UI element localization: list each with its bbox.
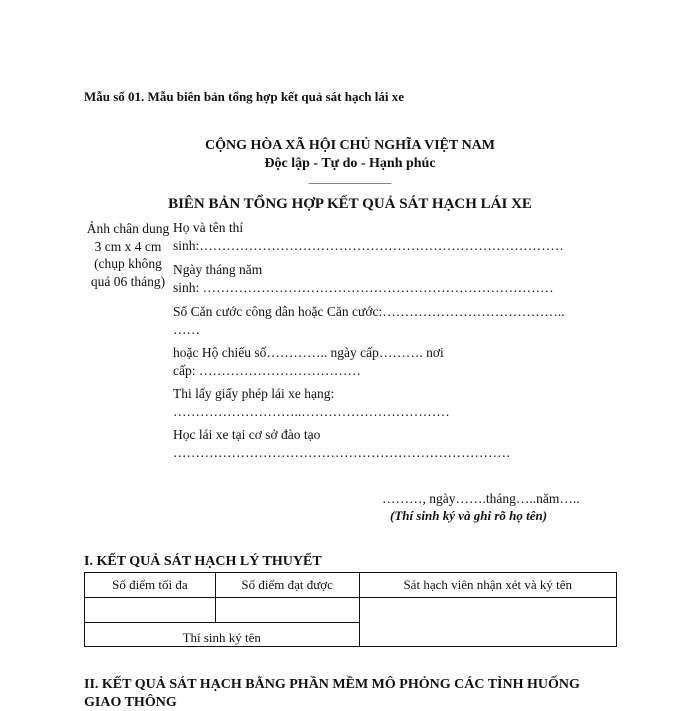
candidate-sign-cell: Thí sinh ký tên [85,623,360,647]
national-title: CỘNG HÒA XÃ HỘI CHỦ NGHĨA VIỆT NAM [204,138,495,153]
section-2-heading-cont: GIAO THÔNG [84,695,177,710]
full-name-label: Họ và tên thí [173,220,244,235]
full-name-field [173,219,623,255]
date-line: ………, ngày…….tháng…..năm….. [382,491,580,506]
section-2-heading: II. KẾT QUẢ SÁT HẠCH BẰNG PHẦN MỀM MÔ PHỎNG CÁC TÌNH HUỐNG [84,677,580,692]
examiner-sign-cell [359,598,617,647]
section-1-heading: I. KẾT QUẢ SÁT HẠCH LÝ THUYẾT [84,554,322,569]
school-label: Học lái xe tại cơ sở đào tạo [173,427,321,442]
full-name-line: sinh:……………………………………………………………………… [173,238,564,253]
id-number-line: Số Căn cước công dân hoặc Căn cước:………………………………….. [173,304,565,319]
id-number-field [173,303,623,339]
examiner-header: Sát hạch viên nhận xét và ký tên [359,573,617,598]
passport-place-line: cấp: ……………………………… [173,363,361,378]
license-class-field [173,385,623,421]
table-row [85,598,617,623]
dob-field [173,261,623,297]
passport-field [173,344,623,380]
school-field [173,426,623,462]
motto: Độc lập - Tự do - Hạnh phúc [264,156,436,171]
id-number-line-cont: …… [173,322,200,337]
document-title: BIÊN BẢN TỔNG HỢP KẾT QUẢ SÁT HẠCH LÁI XE [168,196,532,212]
school-line: ………………………………………………………………… [173,445,511,460]
license-class-label: Thi lấy giấy phép lái xe hạng: [173,386,335,401]
motto-divider: _______________ [308,173,392,185]
license-class-line: ………………………..…………………………… [173,404,450,419]
max-score-header: Số điểm tối đa [85,573,216,598]
photo-placeholder: Ảnh chân dung 3 cm x 4 cm (chụp không quá 06 tháng) [86,221,170,289]
score-cell [215,598,359,623]
dob-line: sinh: …………………………………………………………………… [173,280,554,295]
table-header-row [85,573,617,598]
max-score-cell [85,598,216,623]
form-number: Mẫu số 01. Mẫu biên bản tổng hợp kết quả sát hạch lái xe [84,89,404,104]
theory-result-table [84,572,617,647]
passport-line: hoặc Hộ chiếu số………….. ngày cấp………. nơi [173,345,444,360]
score-header: Số điểm đạt được [215,573,359,598]
dob-label: Ngày tháng năm [173,262,263,277]
signature-note: (Thí sinh ký và ghi rõ họ tên) [390,508,548,523]
